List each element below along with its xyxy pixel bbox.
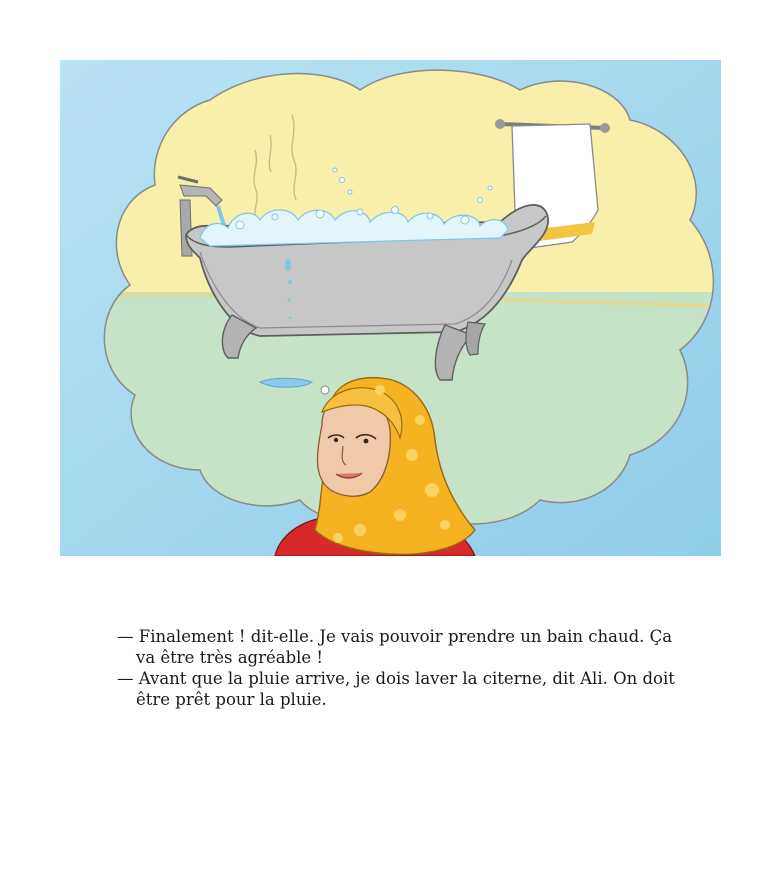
story-text — [117, 626, 677, 710]
story-paragraph-1: — Finalement ! dit-elle. Je vais pouvoir prendre un bain chaud. Ça va être très agréable ! — [117, 627, 673, 667]
story-illustration — [60, 60, 721, 556]
story-paragraph-2: — Avant que la pluie arrive, je dois laver la citerne, dit Ali. On doit être prêt pour la pluie. — [117, 669, 675, 709]
